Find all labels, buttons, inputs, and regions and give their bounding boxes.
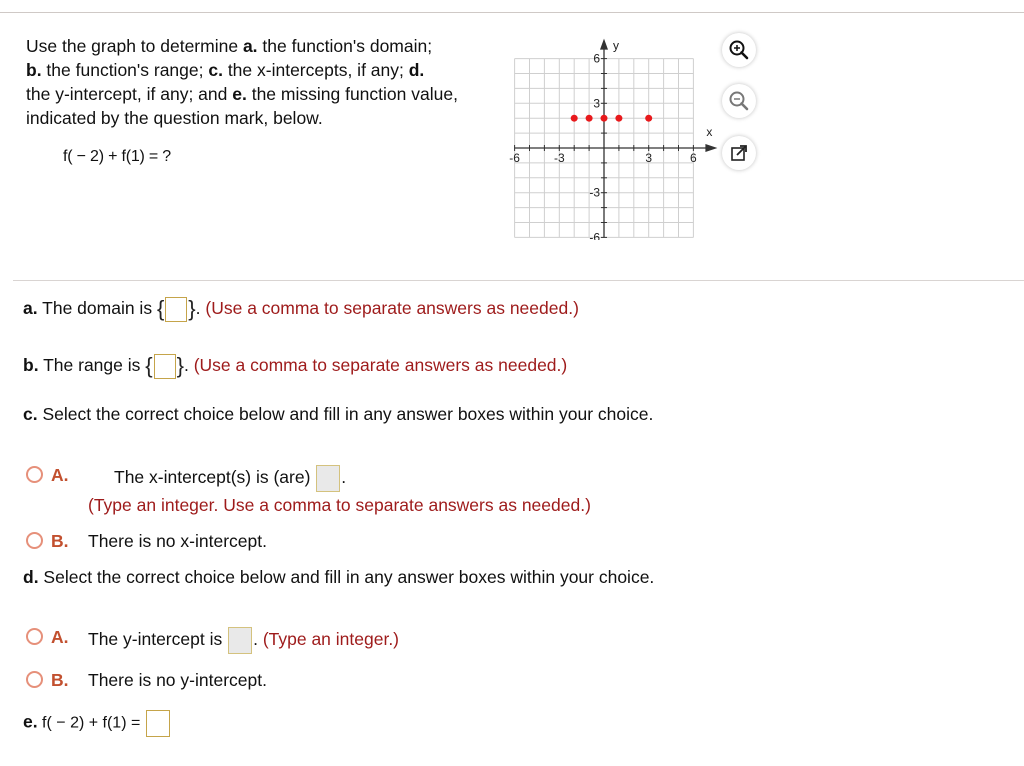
svg-text:3: 3 [593, 96, 600, 111]
part-a [23, 296, 579, 322]
range-answer-box[interactable] [154, 354, 176, 379]
zoom-out-button[interactable] [722, 84, 756, 118]
part-d-choice-a[interactable] [26, 627, 726, 657]
choice-letter: A. [51, 627, 69, 647]
domain-answer-box[interactable] [165, 297, 187, 322]
part-c-choice-b[interactable] [26, 531, 426, 552]
period: . [341, 467, 347, 488]
part-d-instruction [23, 567, 654, 588]
radio-button[interactable] [26, 532, 43, 549]
function-expression: f( − 2) + f(1) = ? [63, 148, 172, 165]
part-d-choice-b[interactable] [26, 670, 426, 691]
svg-text:-3: -3 [553, 151, 565, 165]
part-d-text: Select the correct choice below and fill in any answer boxes within your choice. [38, 567, 655, 587]
zoom-in-icon [728, 39, 750, 61]
choice-letter: B. [51, 531, 69, 551]
part-c-choice-a-hint: (Type an integer. Use a comma to separate answers as needed.) [88, 495, 591, 515]
period: . [195, 298, 201, 318]
open-brace: { [156, 296, 165, 321]
part-c-instruction [23, 404, 653, 425]
open-brace: { [145, 353, 153, 378]
function-value-answer-box[interactable] [146, 710, 170, 737]
question-part: d. [408, 60, 425, 80]
close-brace: } [176, 353, 184, 378]
choice-a-text: The x-intercept(s) is (are) [114, 467, 316, 488]
choice-text [88, 627, 399, 654]
question-part: the y-intercept, if any; and [26, 84, 233, 104]
choice-text: There is no x-intercept. [88, 531, 267, 551]
svg-text:x: x [706, 125, 713, 139]
question-text [26, 34, 496, 130]
y-intercept-answer-box[interactable] [228, 627, 252, 654]
part-d-label: d. [23, 567, 39, 587]
svg-text:-3: -3 [589, 185, 600, 200]
external-window-icon [729, 143, 749, 163]
x-intercept-answer-box[interactable] [316, 465, 340, 492]
choice-a-text: The y-intercept is [88, 629, 228, 650]
popout-button[interactable] [722, 136, 756, 170]
question-part: a. [242, 36, 258, 56]
svg-text:-6: -6 [589, 230, 600, 240]
radio-button[interactable] [26, 466, 43, 483]
section-divider [13, 280, 1024, 281]
part-b-label: b. [23, 355, 39, 375]
question-part: c. [208, 60, 223, 80]
radio-button[interactable] [26, 671, 43, 688]
part-b-hint: (Use a comma to separate answers as needed.) [188, 355, 568, 375]
radio-button[interactable] [26, 628, 43, 645]
period: . [183, 355, 189, 375]
svg-text:6: 6 [690, 151, 697, 165]
part-c-text: Select the correct choice below and fill in any answer boxes within your choice. [37, 404, 654, 424]
svg-text:-6: -6 [509, 151, 520, 165]
top-divider [0, 12, 1024, 13]
graph-svg [500, 30, 730, 240]
choice-letter: A. [51, 465, 69, 485]
question-part: the function's domain; [257, 36, 433, 56]
part-a-label: a. [23, 298, 38, 318]
part-e-text: f( − 2) + f(1) = [37, 714, 145, 732]
choice-text: There is no y-intercept. [88, 670, 267, 690]
close-brace: } [188, 296, 196, 321]
question-part: e. [232, 84, 247, 104]
part-a-hint: (Use a comma to separate answers as needed.) [200, 298, 579, 318]
part-b-text: The range is [38, 355, 146, 375]
choice-letter: B. [51, 670, 69, 690]
question-part: the function's range; [41, 60, 209, 80]
part-c-choice-a[interactable] [26, 465, 726, 495]
question-part: the x-intercepts, if any; [222, 60, 409, 80]
svg-text:6: 6 [593, 51, 600, 66]
svg-text:y: y [613, 38, 619, 53]
choice-hint: (Type an integer.) [257, 629, 400, 650]
part-a-text: The domain is [37, 298, 157, 318]
part-e [23, 710, 171, 737]
question-part: Use the graph to determine [26, 36, 243, 56]
part-b [23, 353, 567, 379]
zoom-in-button[interactable] [722, 33, 756, 67]
part-e-label: e. [23, 711, 38, 732]
zoom-out-icon [728, 90, 750, 112]
svg-text:3: 3 [645, 151, 653, 165]
question-part: the missing function value, indicated by the question mark, below. [26, 84, 458, 128]
part-c-label: c. [23, 404, 38, 424]
period: . [253, 629, 258, 650]
function-graph [500, 30, 730, 240]
question-part: b. [26, 60, 42, 80]
choice-text [114, 465, 346, 492]
